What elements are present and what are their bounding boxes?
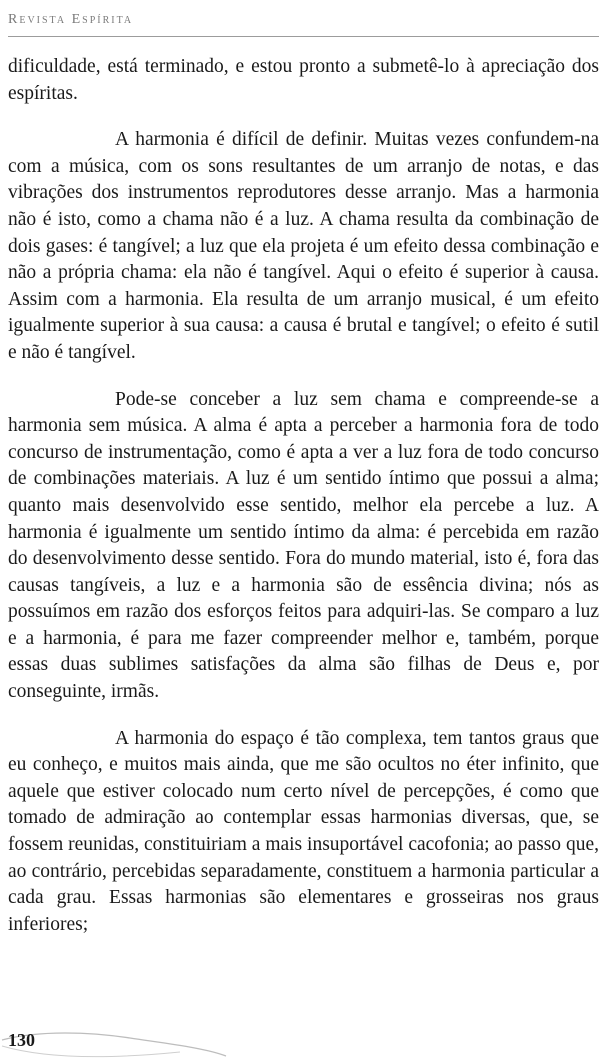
paragraph-continuation: dificuldade, está terminado, e estou pronto a submetê-lo à apreciação dos espíritas. xyxy=(8,56,599,104)
paragraph: Pode-se conceber a luz sem chama e compreende-se a harmonia sem música. A alma é apta a perceber a harmonia fora de todo concurso de instrumentação, como é apta a ver a luz fora de todo concurso de combinações materiais. A luz é um sentido íntimo que possui a alma; quanto mais desenvolvido esse sentido, melhor ela percebe a luz. A harmonia é igualmente um sentido íntimo da alma: é percebida em razão do desenvolvimento desse sentido. Fora do mundo material, isto é, fora das causas tangíveis, a luz e a harmonia são de essência divina; nós as possuímos em razão dos esforços feitos para adquiri-las. Se comparo a luz e a harmonia, é para me fazer compreender melhor e, também, porque essas duas sublimes satisfações da alma são filhas de Deus e, por conseguinte, irmãs. xyxy=(8,388,599,703)
paragraph: A harmonia é difícil de definir. Muitas vezes confundem-na com a música, com os sons resultantes de um arranjo de notas, e das vibrações dos instrumentos reprodutores desse arranjo. Mas a harmonia não é isto, como a chama não é a luz. A chama resulta da combinação de dois gases: é tangível; a luz que ela projeta é um efeito dessa combinação e não a própria chama: ela não é tangível. Aqui o efeito é superior à causa. Assim com a harmonia. Ela resulta de um arranjo musical, é um efeito igualmente superior à sua causa: a causa é brutal e tangível; o efeito é sutil e não é tangível. xyxy=(8,129,599,363)
page-number: 130 xyxy=(8,1030,35,1050)
paragraph: A harmonia do espaço é tão complexa, tem tantos graus que eu conheço, e muitos mais ainda, que me são ocultos no éter infinito, que aquele que estiver colocado num certo nível de percepções, é como que tomado de admiração ao contemplar essas harmonias diversas, que, se fossem reunidas, constituiriam a mais insuportável cacofonia; ao passo que, ao contrário, percebidas separadamente, constituem a harmonia particular a cada grau. Essas harmonias são elementares e grosseiras nos graus inferiores; xyxy=(8,727,599,935)
running-header: Revista Espírita xyxy=(8,12,134,27)
header-rule xyxy=(8,36,599,37)
page-body xyxy=(8,54,599,938)
